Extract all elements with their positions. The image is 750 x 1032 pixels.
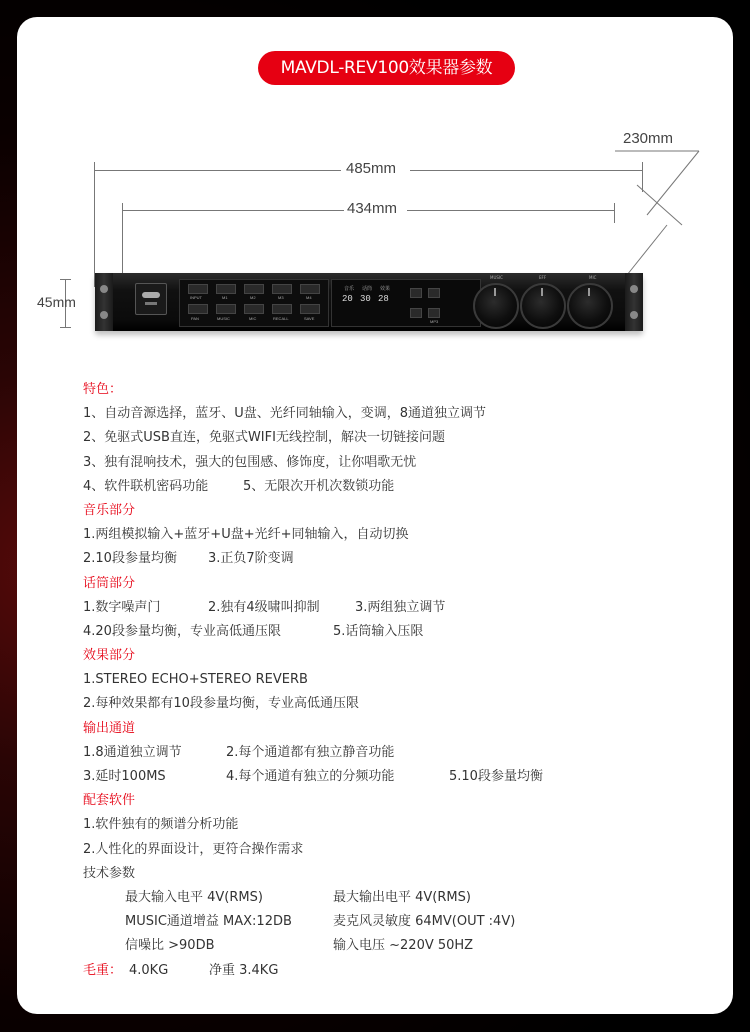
text-line — [83, 451, 703, 475]
button-label: MUSIC — [217, 316, 230, 321]
dim-tick — [60, 279, 71, 280]
gross-weight-label: 毛重： — [83, 962, 123, 978]
spec-row — [83, 934, 703, 958]
dim-line-inner-right — [407, 210, 614, 211]
device-button — [300, 304, 320, 314]
spec-row — [83, 886, 703, 910]
knob-label: MIC — [589, 275, 597, 280]
text-line — [83, 596, 703, 620]
display-label: 话筒 — [362, 286, 373, 292]
brand-logo — [135, 283, 167, 315]
line-text: 3、独有混响技术，强大的包围感、修饰度，让你唱歌无忧 — [83, 454, 417, 470]
dim-line-inner-left — [122, 210, 344, 211]
display-value: 20 — [342, 294, 353, 304]
device-button — [216, 304, 236, 314]
text-line — [83, 668, 703, 692]
page-title: MAVDL-REV100效果器参数 — [258, 51, 515, 85]
spec-item: 信噪比 >90DB — [125, 938, 215, 954]
line-text: 5.10段参量均衡 — [449, 769, 543, 784]
device-front-panel — [95, 273, 643, 331]
line-text: 5、无限次开机次数锁功能 — [243, 478, 395, 494]
text-line — [83, 838, 703, 862]
text-line — [83, 862, 703, 886]
dim-depth: 230mm — [623, 130, 674, 147]
rack-ear-right — [625, 273, 643, 331]
line-text: 1.数字噪声门 — [83, 599, 161, 615]
spec-item: 麦克风灵敏度 64MV(OUT :4V) — [333, 914, 516, 930]
line-text: 2.独有4级啸叫抑制 — [208, 599, 320, 615]
text-line — [83, 620, 703, 644]
line-text: 5.话筒输入压限 — [333, 623, 424, 639]
depth-lines — [607, 125, 717, 285]
line-text: 1.8通道独立调节 — [83, 744, 182, 760]
line-text: 3.延时100MS — [83, 769, 166, 784]
device-button — [428, 288, 440, 298]
button-label: MIC — [249, 316, 257, 321]
text-line — [83, 426, 703, 450]
dim-outer-width: 485mm — [346, 160, 397, 177]
device-button — [410, 308, 422, 318]
section-heading: 输出通道 — [83, 720, 136, 736]
button-label: M2 — [250, 295, 256, 300]
dim-inner-width: 434mm — [347, 200, 398, 217]
spec-item: MUSIC通道增益 MAX:12DB — [125, 914, 292, 930]
spec-text — [83, 378, 703, 983]
button-label: RECALL — [273, 316, 289, 321]
display-value: 30 — [360, 294, 371, 304]
section-heading: 配套软件 — [83, 793, 136, 809]
spec-row — [83, 910, 703, 934]
line-text: 1、自动音源选择，蓝牙、U盘、光纤同轴输入，变调，8通道独立调节 — [83, 406, 487, 422]
line-text: 1.两组模拟输入+蓝牙+U盘+光纤+同轴输入，自动切换 — [83, 527, 409, 543]
device-button — [272, 284, 292, 294]
text-line — [83, 692, 703, 716]
mic-knob — [567, 283, 613, 329]
line-text: 2、免驱式USB直连，免驱式WIFI无线控制，解决一切链接问题 — [83, 430, 445, 446]
display-label: 音乐 — [344, 286, 355, 292]
spec-card — [17, 17, 733, 1014]
dim-tick — [60, 327, 71, 328]
knob-label: MUSIC — [490, 275, 503, 280]
usb-label: MP3 — [430, 319, 439, 324]
device-button — [300, 284, 320, 294]
section-heading: 效果部分 — [83, 648, 136, 664]
led-display — [331, 279, 481, 327]
text-line — [83, 813, 703, 837]
line-text: 4.每个通道有独立的分频功能 — [226, 769, 395, 784]
dim-tick — [94, 162, 95, 287]
section-heading: 特色： — [83, 382, 123, 397]
section-heading: 话筒部分 — [83, 575, 136, 591]
line-text: 3.两组独立调节 — [355, 599, 446, 615]
line-text: 1.软件独有的频谱分析功能 — [83, 817, 239, 833]
line-text: 2.每种效果都有10段参量均衡，专业高低通压限 — [83, 696, 359, 712]
line-text: 1.STEREO ECHO+STEREO REVERB — [83, 672, 308, 688]
line-text: 2.每个通道都有独立静音功能 — [226, 744, 395, 760]
dim-line-outer-left — [94, 170, 341, 171]
button-label: PAN — [191, 316, 199, 321]
text-line — [83, 402, 703, 426]
line-text: 4、软件联机密码功能 — [83, 478, 209, 494]
text-line — [83, 765, 703, 789]
eff-knob — [520, 283, 566, 329]
device-button — [272, 304, 292, 314]
device-button — [244, 304, 264, 314]
device-button — [244, 284, 264, 294]
text-line — [83, 475, 703, 499]
knob-label: EFF — [539, 275, 547, 280]
device-button — [216, 284, 236, 294]
line-text: 2.10段参量均衡 — [83, 551, 177, 567]
device-button — [188, 284, 208, 294]
rack-ear-left — [95, 273, 113, 331]
spec-item: 最大输出电平 4V(RMS) — [333, 889, 471, 905]
button-label: SAVE — [304, 316, 315, 321]
dim-height: 45mm — [37, 294, 76, 310]
display-value: 28 — [378, 294, 389, 304]
button-panel — [179, 279, 329, 327]
line-text: 4.20段参量均衡，专业高低通压限 — [83, 623, 281, 639]
button-label: M4 — [306, 295, 312, 300]
button-label: M3 — [278, 295, 284, 300]
music-knob — [473, 283, 519, 329]
text-line — [83, 523, 703, 547]
usb-port — [428, 308, 440, 318]
gross-weight-value: 4.0KG — [129, 962, 169, 978]
device-button — [188, 304, 208, 314]
spec-item: 输入电压 ~220V 50HZ — [333, 938, 474, 954]
spec-item: 最大输入电平 4V(RMS) — [125, 889, 263, 905]
device-button — [410, 288, 422, 298]
text-line — [83, 741, 703, 765]
text-line — [83, 547, 703, 571]
net-weight: 净重 3.4KG — [209, 962, 279, 978]
line-text: 2.人性化的界面设计，更符合操作需求 — [83, 841, 304, 857]
display-label: 效果 — [380, 286, 391, 292]
line-text: 技术参数 — [83, 865, 136, 881]
weight-row — [83, 959, 703, 983]
line-text: 3.正负7阶变调 — [208, 551, 294, 567]
button-label: INPUT — [190, 295, 202, 300]
section-heading: 音乐部分 — [83, 502, 136, 518]
button-label: M1 — [222, 295, 228, 300]
